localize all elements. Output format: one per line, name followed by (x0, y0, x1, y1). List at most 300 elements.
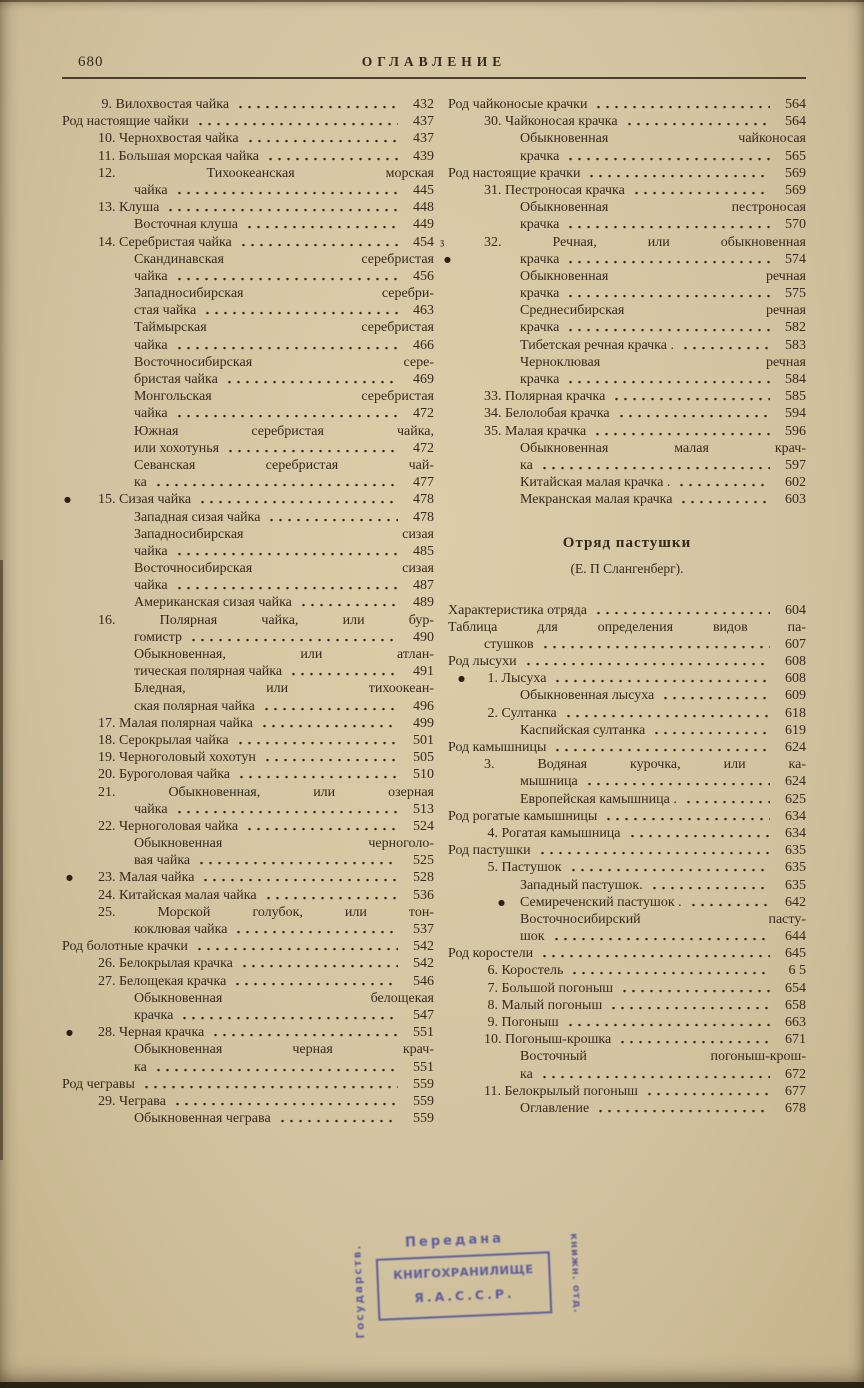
dot-leader (617, 405, 770, 422)
toc-entry-title: крачка (520, 217, 560, 233)
dot-leader (211, 1024, 398, 1041)
toc-row (448, 457, 806, 474)
toc-entry-title: Таблица для определения видов па- (448, 619, 806, 635)
toc-left-column (62, 96, 434, 1127)
toc-entry-title: Каспийская султанка (520, 722, 646, 738)
toc-row (62, 938, 434, 955)
toc-entry-title: Западная сизая чайка (134, 509, 261, 525)
dot-leader (566, 216, 770, 233)
toc-row (62, 405, 434, 422)
toc-entry-title: 20. Буроголовая чайка (98, 767, 231, 783)
dot-leader (189, 629, 398, 646)
toc-entry-title: Обыкновенная, или атлан- (134, 647, 434, 662)
toc-page-number: 6 5 (788, 963, 806, 979)
toc-page-number: 635 (785, 877, 806, 893)
toc-page-number: 585 (785, 389, 806, 405)
toc-entry-title: Обыкновенная черная крач- (134, 1042, 434, 1058)
toc-row (62, 440, 434, 457)
toc-entry-title: стушков (484, 636, 534, 652)
toc-entry-title: 21. Обыкновенная, или озерная (98, 784, 434, 800)
toc-page-number: 472 (413, 406, 434, 422)
stamp-box-line1: КНИГОХРАНИЛИЩЕ (392, 1261, 534, 1283)
toc-entry-title: Обыкновенная речная (520, 268, 806, 284)
dot-leader (609, 997, 770, 1014)
toc-row (62, 1093, 434, 1110)
toc-row (62, 148, 434, 165)
dot-leader (166, 199, 398, 216)
toc-entry-title: Китайская малая крачка . (520, 475, 671, 491)
toc-row (448, 773, 806, 790)
toc-page-number: 432 (413, 97, 434, 112)
toc-row (62, 337, 434, 354)
toc-row (448, 337, 806, 354)
dot-leader (154, 1059, 398, 1076)
toc-page-number: 642 (785, 894, 806, 910)
toc-page-number: 569 (785, 182, 806, 198)
dot-leader (645, 1083, 770, 1100)
toc-entry-title: 6. Коростель (484, 963, 564, 979)
toc-page-number: 559 (413, 1093, 434, 1109)
toc-page-number: 658 (785, 997, 806, 1013)
toc-row (62, 474, 434, 491)
toc-entry-title: ка (134, 1059, 147, 1075)
toc-row (448, 877, 806, 894)
toc-entry-title: вая чайка (134, 853, 191, 869)
toc-row (62, 526, 434, 543)
toc-page-number: 597 (785, 457, 806, 473)
toc-page-number: 501 (413, 732, 434, 748)
toc-row (62, 388, 434, 405)
toc-entry-title: Среднесибирская речная (520, 303, 806, 319)
toc-entry-title: Монгольская серебристая (134, 389, 434, 405)
toc-entry-title: Род рогатые камышницы (448, 808, 598, 824)
toc-row (448, 1031, 806, 1048)
toc-entry-title: чайка (134, 268, 168, 284)
margin-mark: ● (66, 1028, 73, 1038)
toc-entry-title: 15. Сизая чайка (98, 492, 192, 508)
toc-row (448, 268, 806, 285)
toc-entry-title: 9. Вилохвостая чайка (98, 97, 230, 112)
scan-edge-top (0, 0, 864, 2)
toc-entry-title: 34. Белолобая крачка (484, 406, 610, 422)
toc-row (448, 474, 806, 491)
toc-page-number: 608 (785, 671, 806, 687)
dot-leader (289, 663, 398, 680)
toc-page-number: 510 (413, 767, 434, 783)
toc-row (62, 852, 434, 869)
toc-row (62, 199, 434, 216)
toc-row (444, 251, 806, 268)
dot-leader (566, 251, 770, 268)
dot-leader (245, 216, 398, 233)
toc-entry-title: 10. Погоныш-крошка (484, 1032, 612, 1048)
toc-row (62, 990, 434, 1007)
toc-entry-title: ка (134, 475, 147, 491)
dot-leader (632, 182, 770, 199)
toc-row (448, 1048, 806, 1065)
dot-leader (566, 148, 770, 165)
toc-entry-title: Западный пастушок. (520, 877, 643, 893)
toc-entry-title: чайка (134, 578, 168, 594)
dot-leader (237, 766, 398, 783)
toc-entry-title: Род болотные крачки (62, 939, 188, 955)
toc-page-number: 645 (785, 946, 806, 962)
toc-page-number: 603 (785, 492, 806, 508)
toc-entry-title: 11. Большая морская чайка (98, 148, 260, 164)
dot-leader (620, 980, 770, 997)
toc-entry-title: чайка (134, 406, 168, 422)
scan-edge-left (0, 560, 3, 1160)
toc-entry-title: Оглавление (520, 1100, 590, 1116)
toc-page-number: 607 (785, 636, 806, 652)
toc-row (448, 130, 806, 147)
dot-leader (677, 474, 770, 491)
dot-leader (278, 1110, 398, 1127)
toc-row (62, 869, 434, 886)
dot-leader (566, 285, 770, 302)
dot-leader (266, 148, 398, 165)
toc-page-number: 478 (413, 509, 434, 525)
dot-leader (552, 928, 770, 945)
toc-entry-title: Восточная клуша (134, 217, 238, 233)
toc-row (448, 756, 806, 773)
stamp-box-line2: Я.А.С.С.Р. (413, 1285, 516, 1306)
dot-leader (596, 1100, 770, 1117)
toc-page-number: 513 (413, 801, 434, 817)
header-page-number: 680 (78, 54, 104, 70)
toc-entry-title: чайка (134, 543, 168, 559)
dot-leader (618, 1031, 770, 1048)
toc-page-number: 559 (413, 1111, 434, 1127)
toc-page-number: 569 (785, 165, 806, 181)
dot-leader (180, 1007, 398, 1024)
toc-page-number: 499 (413, 715, 434, 731)
toc-entry-title: 13. Клуша (98, 200, 160, 216)
toc-entry-title: мышница (520, 774, 578, 790)
toc-row (62, 921, 434, 938)
dot-leader (246, 130, 398, 147)
toc-row (448, 945, 806, 962)
toc-entry-title: Обыкновенная пестроносая (520, 200, 806, 216)
toc-entry-title: 16. Полярная чайка, или бур- (98, 612, 434, 628)
toc-page-number: 624 (785, 774, 806, 790)
toc-row (448, 388, 806, 405)
toc-row (62, 801, 434, 818)
dot-leader (553, 739, 770, 756)
dot-leader (175, 801, 398, 818)
toc-row (62, 560, 434, 577)
dot-leader (175, 337, 398, 354)
toc-entry-title: крачка (520, 286, 560, 302)
toc-entry-title: Род камышницы (448, 740, 547, 755)
toc-row (448, 319, 806, 336)
dot-leader (679, 491, 770, 508)
toc-entry-title: Обыкновенная лысуха (520, 688, 655, 704)
toc-page-number: 570 (785, 217, 806, 233)
toc-entry-title: Черноклювая речная (520, 354, 806, 370)
toc-columns (62, 96, 806, 1127)
dot-leader (225, 371, 398, 388)
dot-leader (681, 337, 770, 354)
toc-entry-title: крачка (520, 148, 560, 164)
toc-entry-title: Тибетская речная крачка . (520, 337, 674, 353)
toc-entry-title: чайка (134, 801, 168, 817)
dot-leader (625, 113, 770, 130)
toc-entry-title: Западносибирская серебри- (134, 286, 434, 302)
toc-row (62, 509, 434, 526)
toc-entry-title: чайка (134, 182, 168, 198)
toc-page-number: 635 (785, 860, 806, 876)
toc-entry-title: 33. Полярная крачка (484, 389, 606, 405)
dot-leader (175, 543, 398, 560)
toc-page-number: 634 (785, 825, 806, 841)
dot-leader (175, 182, 398, 199)
toc-entry-title: шок (520, 929, 545, 945)
stamp-right-vertical-text: книжн. отд. (567, 1232, 583, 1314)
toc-row (448, 962, 806, 979)
toc-page-number: 551 (413, 1059, 434, 1075)
toc-row (62, 1024, 434, 1041)
toc-row (62, 302, 434, 319)
toc-page-number: 619 (785, 722, 806, 738)
toc-entry-title: Европейская камышница . (520, 791, 677, 807)
toc-entry-title: Род настоящие чайки (62, 114, 189, 130)
toc-page-number: 437 (413, 131, 434, 147)
toc-row (448, 182, 806, 199)
toc-entry-title: или хохотунья (134, 440, 220, 456)
toc-entry-title: 28. Черная крачка (98, 1025, 205, 1041)
toc-row (62, 130, 434, 147)
toc-page-number: 663 (785, 1015, 806, 1030)
toc-page-number: 564 (785, 114, 806, 130)
dot-leader (661, 687, 770, 704)
toc-page-number: 551 (413, 1025, 434, 1041)
toc-row (62, 766, 434, 783)
toc-row (62, 216, 434, 233)
toc-page-number: 625 (785, 791, 806, 807)
stamp-left-vertical-text: Государств. (351, 1243, 368, 1339)
toc-row (62, 594, 434, 611)
toc-page-number: 542 (413, 939, 434, 955)
toc-row (448, 1014, 806, 1031)
toc-page-number: 445 (413, 182, 434, 198)
toc-row (62, 491, 434, 508)
dot-leader (570, 962, 770, 979)
toc-page-number: 477 (413, 475, 434, 491)
dot-leader (263, 749, 398, 766)
toc-right-bottom (448, 602, 806, 1118)
toc-page-number: 528 (413, 870, 434, 886)
dot-leader (585, 773, 770, 790)
section-author: (Е. П Слангенберг). (570, 560, 684, 576)
toc-row (62, 182, 434, 199)
dot-leader (173, 1093, 398, 1110)
toc-page-number: 559 (413, 1076, 434, 1092)
toc-page-number: 546 (413, 973, 434, 989)
toc-entry-title: 35. Малая крачка (484, 423, 587, 439)
toc-row (448, 859, 806, 876)
dot-leader (260, 715, 398, 732)
dot-leader (198, 491, 398, 508)
library-stamp (343, 1227, 587, 1343)
toc-row (62, 715, 434, 732)
dot-leader (594, 602, 770, 619)
toc-row (448, 687, 806, 704)
toc-row (448, 1066, 806, 1083)
toc-row (62, 698, 434, 715)
toc-row (448, 997, 806, 1014)
toc-page-number: 644 (785, 929, 806, 945)
toc-entry-title: 30. Чайконосая крачка (484, 114, 618, 130)
dot-leader (540, 1066, 770, 1083)
dot-leader (540, 945, 770, 962)
toc-row (448, 602, 806, 619)
toc-page-number: 439 (413, 148, 434, 164)
toc-row (448, 113, 806, 130)
toc-row (62, 234, 434, 251)
dot-leader (267, 509, 398, 526)
toc-entry-title: 24. Китайская малая чайка (98, 887, 257, 903)
toc-entry-title: 11. Белокрылый погоныш (484, 1083, 638, 1099)
toc-row (448, 354, 806, 371)
toc-entry-title: Род настоящие крачки (448, 165, 581, 181)
toc-row (62, 1110, 434, 1127)
toc-row (440, 234, 806, 251)
toc-entry-title: ка (520, 457, 533, 473)
toc-entry-title: 5. Пастушок (484, 860, 562, 876)
toc-page-number: 624 (785, 740, 806, 755)
dot-leader (594, 96, 770, 113)
toc-row (448, 791, 806, 808)
toc-entry-title: Севанская серебристая чай- (134, 457, 434, 473)
toc-row (448, 302, 806, 319)
section-heading: Отряд пастушки (562, 534, 692, 551)
toc-entry-title: Семиреченский пастушок . (520, 894, 682, 910)
toc-entry-title: Восточносибирская сере- (134, 354, 434, 370)
header-title: ОГЛАВЛЕНИЕ (361, 54, 507, 69)
toc-page-number: 505 (413, 750, 434, 766)
toc-entry-title: 19. Черноголовый хохотун (98, 750, 256, 766)
toc-entry-title: крачка (134, 1007, 174, 1023)
dot-leader (652, 722, 770, 739)
toc-entry-title: Таймырская серебристая (134, 320, 434, 336)
toc-page-number: 582 (785, 320, 806, 336)
toc-entry-title: 31. Пестроносая крачка (484, 182, 625, 198)
stamp-top-text: Передана (404, 1231, 505, 1251)
dot-leader (612, 388, 770, 405)
toc-page-number: 618 (785, 705, 806, 721)
toc-row (62, 749, 434, 766)
toc-row (448, 491, 806, 508)
toc-row (448, 911, 806, 928)
margin-mark: ● (444, 254, 451, 264)
toc-row (448, 894, 806, 911)
toc-page-number: 485 (413, 543, 434, 559)
toc-entry-title: Род пастушки (448, 843, 531, 859)
dot-leader (175, 577, 398, 594)
toc-entry-title: 22. Черноголовая чайка (98, 818, 239, 834)
toc-row (62, 457, 434, 474)
toc-entry-title: Восточный погоныш-крош- (520, 1049, 806, 1065)
dot-leader (684, 791, 770, 808)
toc-entry-title: крачка (520, 251, 560, 267)
dot-leader (569, 859, 770, 876)
toc-page-number: 677 (785, 1083, 806, 1099)
toc-page-number: 537 (413, 922, 434, 937)
toc-page-number: 574 (785, 251, 806, 267)
toc-page-number: 489 (413, 595, 434, 611)
toc-page-number: 608 (785, 654, 806, 670)
toc-entry-title: 27. Белощекая крачка (98, 973, 227, 989)
toc-row (448, 148, 806, 165)
toc-row (62, 96, 434, 113)
dot-leader (299, 594, 398, 611)
toc-row (62, 818, 434, 835)
header-rule (62, 77, 806, 79)
toc-page-number: 449 (413, 217, 434, 233)
toc-row (62, 973, 434, 990)
toc-row (448, 423, 806, 440)
toc-page-number: 604 (785, 602, 806, 618)
toc-page-number: 672 (785, 1066, 806, 1082)
toc-page-number: 654 (785, 980, 806, 996)
toc-entry-title: 12. Тихоокеанская морская (98, 165, 434, 181)
toc-entry-title: 1. Лысуха (484, 671, 547, 687)
toc-page-number: 602 (785, 475, 806, 491)
dot-leader (234, 921, 398, 938)
toc-row (448, 705, 806, 722)
toc-entry-title: Обыкновенная черноголо- (134, 836, 434, 852)
dot-leader (233, 973, 398, 990)
toc-entry-title: крачка (520, 320, 560, 336)
margin-mark: ʒ (440, 237, 445, 247)
dot-leader (564, 705, 770, 722)
page-header (62, 54, 806, 74)
toc-entry-title: 32. Речная, или обыкновенная (484, 234, 806, 250)
stamp-box (376, 1251, 553, 1321)
toc-entry-title: Западносибирская сизая (134, 526, 434, 542)
dot-leader (239, 234, 398, 251)
toc-row (62, 285, 434, 302)
dot-leader (628, 825, 770, 842)
dot-leader (195, 938, 398, 955)
toc-page-number: 454 (413, 234, 434, 250)
toc-page-number: 448 (413, 200, 434, 216)
toc-entry-title: Род чайконосые крачки (448, 97, 588, 112)
toc-row (448, 285, 806, 302)
toc-row (62, 784, 434, 801)
toc-entry-title: 18. Серокрылая чайка (98, 732, 229, 748)
dot-leader (566, 319, 770, 336)
toc-row (448, 1100, 806, 1117)
toc-page-number: 456 (413, 268, 434, 284)
toc-entry-title: гомистр (134, 629, 182, 645)
toc-row (448, 670, 806, 687)
toc-entry-title: бристая чайка (134, 372, 218, 387)
toc-row (62, 319, 434, 336)
toc-page-number: 487 (413, 578, 434, 594)
dot-leader (236, 732, 398, 749)
toc-right-column (440, 96, 806, 1127)
toc-entry-title: 10. Чернохвостая чайка (98, 131, 239, 147)
toc-row (448, 928, 806, 945)
toc-entry-title: 4. Рогатая камышница (484, 825, 621, 841)
toc-page-number: 584 (785, 372, 806, 387)
dot-leader (226, 440, 398, 457)
toc-row (62, 887, 434, 904)
toc-entry-title: 26. Белокрылая крачка (98, 956, 233, 972)
toc-row (448, 739, 806, 756)
